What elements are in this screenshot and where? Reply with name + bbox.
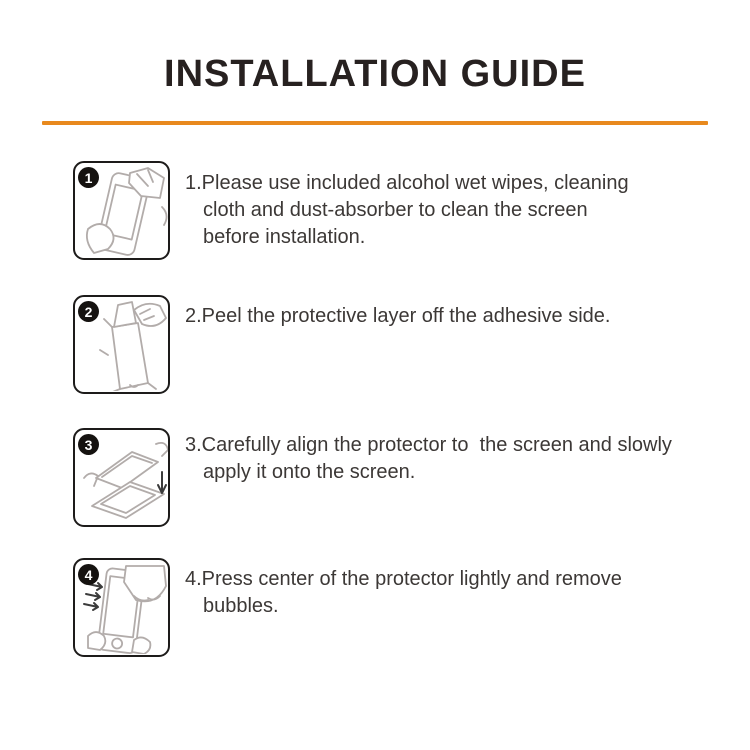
step-number-badge: 1 xyxy=(78,167,99,188)
step-number-badge: 3 xyxy=(78,434,99,455)
page-title: INSTALLATION GUIDE xyxy=(164,53,586,95)
step-text-line: before installation. xyxy=(203,226,366,248)
step-1-figure xyxy=(73,161,170,260)
step-1-text xyxy=(185,170,705,251)
step-text-line: 3.Carefully align the protector to the screen and slowly xyxy=(185,434,672,456)
step-text-line: 1.Please use included alcohol wet wipes, cleaning xyxy=(185,172,629,194)
step-3-text xyxy=(185,432,705,486)
step-4-figure xyxy=(73,558,170,657)
step-3-figure xyxy=(73,428,170,527)
step-number-badge: 4 xyxy=(78,564,99,585)
step-text-line: cloth and dust-absorber to clean the screen xyxy=(203,199,588,221)
title-divider xyxy=(42,121,708,125)
step-2-figure xyxy=(73,295,170,394)
step-1-row xyxy=(0,161,750,291)
step-text-line: bubbles. xyxy=(203,595,279,617)
step-number-badge: 2 xyxy=(78,301,99,322)
step-text-line: apply it onto the screen. xyxy=(203,461,416,483)
step-text-line: 2.Peel the protective layer off the adhesive side. xyxy=(185,305,611,327)
step-4-row xyxy=(0,558,750,688)
step-2-row xyxy=(0,295,750,425)
step-text-line: 4.Press center of the protector lightly and remove xyxy=(185,568,622,590)
step-4-text xyxy=(185,566,705,620)
step-3-row xyxy=(0,428,750,558)
step-2-text xyxy=(185,303,705,330)
